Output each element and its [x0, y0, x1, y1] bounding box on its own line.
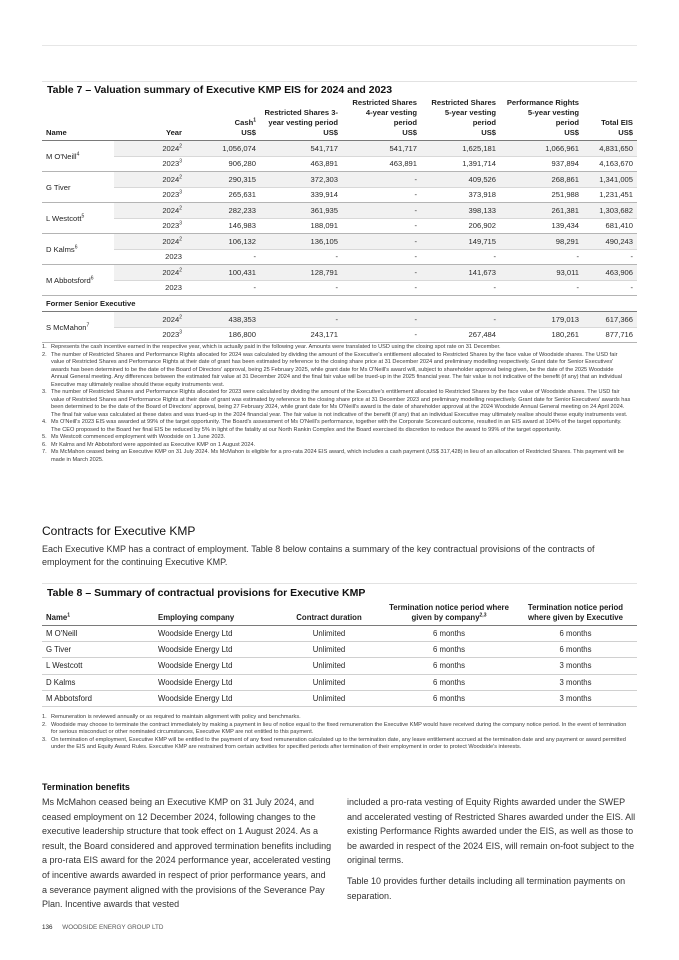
person-name	[42, 141, 114, 172]
value-cell: 141,673	[421, 265, 500, 281]
footnote-text: Woodside may choose to terminate the contract immediately by making a payment in lieu of notice equal to the fixed remuneration the Executive KMP would have received during the company notice period. In the event of termination for serious misconduct or other nominated circumstances, Executive KMP are not entitled to this payment.	[51, 721, 627, 735]
value-cell: 186,800	[186, 327, 260, 343]
footnote-number: 3.	[42, 389, 47, 395]
table-row	[42, 234, 637, 250]
table-row	[42, 218, 637, 234]
year-cell	[114, 265, 186, 281]
value-cell: -	[260, 249, 342, 265]
table7-column-header	[583, 98, 637, 141]
year-cell	[114, 172, 186, 188]
table8-top-rule	[42, 583, 637, 584]
value-cell: -	[186, 249, 260, 265]
year-cell	[114, 312, 186, 328]
value-cell: 490,243	[583, 234, 637, 250]
footnote	[42, 442, 632, 450]
table-row	[42, 156, 637, 172]
table7	[42, 98, 637, 343]
page-footer	[42, 924, 163, 931]
header-label: Performance Rights 5-year vesting period	[506, 98, 579, 127]
value-cell: 98,291	[500, 234, 583, 250]
name-text: D Kalms	[46, 244, 75, 254]
header-unit: US$	[481, 128, 496, 137]
year-text: 2023	[162, 190, 180, 200]
superscript: 6	[90, 274, 94, 281]
table-row	[42, 642, 637, 658]
footnote-number: 1.	[42, 714, 47, 720]
table7-column-header	[342, 98, 421, 141]
table8-footnotes	[42, 714, 632, 752]
value-cell: 1,341,005	[583, 172, 637, 188]
table7-column-header	[260, 98, 342, 141]
termination-paragraph: included a pro-rata vesting of Equity Rights awarded under the SWEP and accelerated vesting of Restricted Shares awarded under the EIS. All existing Performance Rights awarded under the EIS, as well as those to be awarded in respect of the 2024 EIS, will remain on-foot subject to the original terms.	[347, 797, 636, 866]
value-cell: -	[342, 280, 421, 296]
table-row	[42, 658, 637, 674]
value-cell: 290,315	[186, 172, 260, 188]
table8-cell: 3 months	[514, 690, 637, 706]
superscript: 4	[76, 150, 80, 157]
table8-column-header	[384, 603, 514, 626]
top-divider	[42, 45, 637, 46]
termination-column-left	[42, 795, 332, 912]
header-label: Contract duration	[296, 613, 362, 622]
value-cell: -	[342, 327, 421, 343]
footnote-text: Ms Westcott commenced employment with Woodside on 1 June 2023.	[51, 434, 226, 440]
table7-column-header	[500, 98, 583, 141]
name-text: L Westcott	[46, 213, 82, 223]
footnote	[42, 714, 632, 722]
table8-cell: 6 months	[384, 674, 514, 690]
section-intro: Each Executive KMP has a contract of employment. Table 8 below contains a summary of the key contractual provisions of the contracts of employment for the continuing Executive KMP.	[42, 544, 595, 567]
header-label: Restricted Shares 4-year vesting period	[352, 98, 417, 127]
table8-cell: Woodside Energy Ltd	[154, 690, 274, 706]
year-cell	[114, 187, 186, 203]
footnote-number: 1.	[42, 344, 47, 350]
table8-column-header	[274, 603, 384, 626]
year-text: 2024	[162, 267, 180, 277]
superscript: 2	[179, 236, 182, 243]
value-cell: -	[583, 249, 637, 265]
year-cell	[114, 234, 186, 250]
superscript: 2	[179, 174, 182, 181]
value-cell: -	[342, 234, 421, 250]
header-label: Termination notice period where given by Executive	[527, 603, 624, 622]
name-text: G Tiver	[46, 182, 71, 192]
header-unit: US$	[402, 128, 417, 137]
table8	[42, 603, 637, 707]
value-cell: 681,410	[583, 218, 637, 234]
table-row	[42, 674, 637, 690]
value-cell: 180,261	[500, 327, 583, 343]
table7-header-row	[42, 98, 637, 141]
table-row	[42, 327, 637, 343]
year-text: 2024	[162, 174, 180, 184]
superscript: 2	[179, 143, 182, 150]
value-cell: 128,791	[260, 265, 342, 281]
year-text: 2023	[165, 283, 182, 293]
person-name	[42, 172, 114, 203]
table-row	[42, 690, 637, 706]
section-row	[42, 296, 637, 312]
footnote-number: 7.	[42, 449, 47, 455]
year-text: 2023	[165, 252, 182, 262]
value-cell: 265,631	[186, 187, 260, 203]
superscript: 1	[67, 612, 71, 619]
value-cell: -	[342, 203, 421, 219]
value-cell: 251,988	[500, 187, 583, 203]
value-cell: 1,303,682	[583, 203, 637, 219]
superscript: 3	[179, 158, 182, 165]
superscript: 2,3	[479, 612, 487, 619]
header-unit: US$	[241, 128, 256, 137]
table8-cell: 6 months	[384, 658, 514, 674]
table7-column-header	[421, 98, 500, 141]
table8-header-row	[42, 603, 637, 626]
table8-cell: M Abbotsford	[42, 690, 154, 706]
table-row	[42, 249, 637, 265]
table8-cell: Unlimited	[274, 642, 384, 658]
year-cell	[114, 156, 186, 172]
value-cell: -	[186, 280, 260, 296]
value-cell: 372,303	[260, 172, 342, 188]
person-name	[42, 203, 114, 234]
value-cell: -	[342, 249, 421, 265]
value-cell: 463,906	[583, 265, 637, 281]
table7-column-header	[114, 98, 186, 141]
value-cell: -	[342, 312, 421, 328]
termination-paragraph: Ms McMahon ceased being an Executive KMP on 31 July 2024, and ceased employment on 12 December 2024, following changes to the executive leadership structure that took effect on 1 August 2024. As a result, the Board considered and approved termination benefits including a pro-rata EIS award for the 2024 performance year, accelerated vesting of incentive awards awarded in respect of prior performance years, and a severance payment aligned with the provisions of the Severance Pay Plan. Incentive awards that vested	[42, 797, 332, 910]
year-cell	[114, 249, 186, 265]
value-cell: 361,935	[260, 203, 342, 219]
table8-column-header	[154, 603, 274, 626]
termination-paragraph: Table 10 provides further details including all termination payments on separation.	[347, 875, 626, 901]
value-cell: -	[342, 265, 421, 281]
table8-cell: 6 months	[514, 626, 637, 642]
table8-cell: M O'Neill	[42, 626, 154, 642]
year-text: 2024	[162, 236, 180, 246]
value-cell: 179,013	[500, 312, 583, 328]
table8-cell: L Westcott	[42, 658, 154, 674]
value-cell: 617,366	[583, 312, 637, 328]
value-cell: 206,902	[421, 218, 500, 234]
table8-cell: Woodside Energy Ltd	[154, 626, 274, 642]
table-row	[42, 187, 637, 203]
section-heading: Contracts for Executive KMP	[42, 524, 196, 538]
year-cell	[114, 203, 186, 219]
value-cell: 282,233	[186, 203, 260, 219]
value-cell: -	[421, 249, 500, 265]
footnote-text: On termination of employment, Executive KMP will be entitled to the payment of any fixed remuneration calculated up to the termination date, any leave entitlement accrued at the termination date and any payment or award permitted under the EIS and Equity Award Rules. Executive KMP are restrained from certain activities for specified periods after termination of their employment in order to protect Woodside's interests.	[51, 736, 626, 750]
footer-company: WOODSIDE ENERGY GROUP LTD	[62, 924, 164, 931]
footnote	[42, 344, 632, 352]
former-senior-executive-label: Former Senior Executive	[42, 296, 637, 312]
footnote	[42, 352, 632, 390]
value-cell: 463,891	[342, 156, 421, 172]
value-cell: 106,132	[186, 234, 260, 250]
table-row	[42, 141, 637, 157]
footnote	[42, 434, 632, 442]
year-cell	[114, 218, 186, 234]
table8-cell: D Kalms	[42, 674, 154, 690]
value-cell: 541,717	[260, 141, 342, 157]
value-cell: 541,717	[342, 141, 421, 157]
table-row	[42, 265, 637, 281]
table8-body	[42, 626, 637, 707]
table8-cell: 6 months	[384, 690, 514, 706]
year-cell	[114, 280, 186, 296]
footnote-text: The number of Restricted Shares and Performance Rights allocated for 2023 were calculated by dividing the amount of the Executive's entitlement allocated to Restricted Shares by the face value of Woodside shares. The USD fair value of Restricted Shares and Performance Rights at their date of grant was estimated by reference to the closing share price at 31 December 2023 and preliminary modelling respectively. Grant date for Senior Executives' awards has been determined to be the date of the Board of Directors' approval, being 27 February 2024, while grant date for Ms O'Neill's award is the date of shareholder approval at the 2024 Woodside Annual General meeting on 24 April 2024. The final fair value was calculated at these dates and was trued-up in the 2024 financial year. The fair value is not indicative of the benefit (if any) that an individual Executive may ultimately realise should these equity instruments vest.	[51, 389, 631, 418]
superscript: 6	[74, 243, 78, 250]
table-row	[42, 626, 637, 642]
termination-column-right	[347, 795, 637, 903]
value-cell: -	[342, 218, 421, 234]
value-cell: 100,431	[186, 265, 260, 281]
value-cell: 267,484	[421, 327, 500, 343]
header-label: Restricted Shares 3-year vesting period	[264, 108, 338, 127]
value-cell: 261,381	[500, 203, 583, 219]
value-cell: 373,918	[421, 187, 500, 203]
table8-cell: Unlimited	[274, 674, 384, 690]
footnote	[42, 737, 632, 752]
value-cell: 93,011	[500, 265, 583, 281]
person-name	[42, 265, 114, 296]
header-label: Name	[46, 128, 67, 137]
footnote	[42, 419, 632, 434]
header-label: Cash	[234, 118, 254, 127]
superscript: 1	[253, 117, 256, 124]
value-cell: 438,353	[186, 312, 260, 328]
table-row	[42, 172, 637, 188]
superscript: 2	[179, 205, 182, 212]
table8-cell: Woodside Energy Ltd	[154, 658, 274, 674]
header-label: Year	[165, 128, 182, 137]
footnote-number: 2.	[42, 351, 47, 358]
value-cell: -	[583, 280, 637, 296]
value-cell: 146,983	[186, 218, 260, 234]
header-unit: US$	[618, 128, 633, 137]
table8-cell: Unlimited	[274, 690, 384, 706]
value-cell: 1,066,961	[500, 141, 583, 157]
header-unit: US$	[564, 128, 579, 137]
footnote-number: 2.	[42, 721, 47, 728]
name-text: M O'Neill	[46, 151, 77, 161]
table-row	[42, 280, 637, 296]
superscript: 3	[179, 329, 182, 336]
year-cell	[114, 141, 186, 157]
value-cell: 1,391,714	[421, 156, 500, 172]
value-cell: -	[421, 312, 500, 328]
table8-cell: G Tiver	[42, 642, 154, 658]
value-cell: -	[342, 187, 421, 203]
person-name	[42, 234, 114, 265]
footnote-text: Ms McMahon ceased being an Executive KMP on 31 July 2024. Ms McMahon is eligible for a pro-rata 2024 EIS award, which includes a cash payment (US$ 317,428) in lieu of an allocation of Restricted Shares. This payment will be made in March 2025.	[51, 449, 624, 463]
table8-cell: Unlimited	[274, 626, 384, 642]
year-text: 2024	[162, 143, 180, 153]
value-cell: 136,105	[260, 234, 342, 250]
value-cell: -	[260, 280, 342, 296]
table8-cell: 6 months	[384, 642, 514, 658]
superscript: 5	[81, 212, 85, 219]
value-cell: 409,526	[421, 172, 500, 188]
footnote	[42, 389, 632, 419]
value-cell: 1,231,451	[583, 187, 637, 203]
table8-cell: 6 months	[384, 626, 514, 642]
table7-body	[42, 141, 637, 343]
footnote	[42, 449, 632, 464]
header-label: Employing company	[158, 613, 235, 622]
header-label: Name	[46, 613, 68, 622]
value-cell: 4,831,650	[583, 141, 637, 157]
value-cell: 398,133	[421, 203, 500, 219]
value-cell: 877,716	[583, 327, 637, 343]
value-cell: 937,894	[500, 156, 583, 172]
table8-cell: Unlimited	[274, 658, 384, 674]
value-cell: -	[342, 172, 421, 188]
table-row	[42, 203, 637, 219]
table7-top-rule	[42, 81, 637, 82]
person-name	[42, 312, 114, 343]
year-text: 2024	[162, 314, 180, 324]
table7-column-header	[42, 98, 114, 141]
value-cell: 268,861	[500, 172, 583, 188]
value-cell: -	[500, 249, 583, 265]
superscript: 7	[86, 321, 90, 328]
value-cell: 463,891	[260, 156, 342, 172]
superscript: 2	[179, 314, 182, 321]
table7-column-header	[186, 98, 260, 141]
year-cell	[114, 327, 186, 343]
table8-column-header	[42, 603, 154, 626]
superscript: 3	[179, 220, 182, 227]
footnote-number: 3.	[42, 736, 47, 743]
value-cell: 149,715	[421, 234, 500, 250]
table7-footnotes	[42, 344, 632, 464]
value-cell: 1,056,074	[186, 141, 260, 157]
termination-heading: Termination benefits	[42, 782, 130, 792]
table8-cell: 3 months	[514, 658, 637, 674]
footnote-text: The number of Restricted Shares and Performance Rights allocated for 2024 was calculated by dividing the amount of the Executive's entitlement allocated to Restricted Shares by the face value of Woodside shares. The USD fair value of Restricted Shares and Performance Rights at their date of grant has been estimated by reference to the closing share price at 31 December 2024 and preliminary modelling respectively. Grant date for Senior Executives' awards has been determined to be the date of the Board of Directors' approval, being 25 February 2025, while grant date for Ms O'Neill's award will, subject to shareholder approval being given, be the date of the 2025 Woodside Annual General meeting. Any differences between the estimated fair value at 31 December 2024 and the final fair value will be trued-up in the 2025 financial year. The fair value is not indicative of the benefit (if any) that an individual Executive may ultimately realise should these equity instruments vest.	[51, 351, 623, 388]
table8-cell: 3 months	[514, 674, 637, 690]
table8-title: Table 8 – Summary of contractual provisions for Executive KMP	[47, 587, 366, 599]
table7-title: Table 7 – Valuation summary of Executive KMP EIS for 2024 and 2023	[47, 84, 393, 96]
value-cell: -	[421, 280, 500, 296]
value-cell: 1,625,181	[421, 141, 500, 157]
value-cell: -	[260, 312, 342, 328]
value-cell: 139,434	[500, 218, 583, 234]
footnote	[42, 722, 632, 737]
footnote-text: Represents the cash incentive earned in the respective year, which is actually paid in the following year. Amounts were translated to USD using the closing spot rate on 31 December.	[51, 344, 501, 350]
table8-column-header	[514, 603, 637, 626]
table8-cell: Woodside Energy Ltd	[154, 674, 274, 690]
year-text: 2024	[162, 205, 180, 215]
name-text: M Abbotsford	[46, 275, 91, 285]
footnote-number: 6.	[42, 441, 47, 448]
value-cell: 188,091	[260, 218, 342, 234]
table8-cell: Woodside Energy Ltd	[154, 642, 274, 658]
year-text: 2023	[162, 159, 180, 169]
footnote-number: 5.	[42, 434, 47, 440]
value-cell: 906,280	[186, 156, 260, 172]
footnote-number: 4.	[42, 419, 47, 425]
header-label: Restricted Shares 5-year vesting period	[431, 98, 496, 127]
year-text: 2023	[162, 330, 180, 340]
footnote-text: Ms O'Neill's 2023 EIS was awarded at 99% of the target opportunity. The Board's assessment of Ms O'Neill's performance, together with the Corporate Scorecard outcome, resulted in an EIS award at 104% of the target opportunity. The CEO proposed to the Board her final EIS be reduced by 5% in light of the fatality at our North Rankin Complex and the Board exercised its discretion to reduce the award to 99% of the target opportunity.	[51, 419, 622, 433]
page-number: 136	[42, 924, 53, 931]
value-cell: 243,171	[260, 327, 342, 343]
footnote-text: Remuneration is reviewed annually or as required to maintain alignment with policy and benchmarks.	[51, 714, 301, 720]
header-label: Termination notice period where given by company	[389, 603, 509, 622]
superscript: 3	[179, 189, 182, 196]
superscript: 2	[179, 267, 182, 274]
value-cell: 339,914	[260, 187, 342, 203]
value-cell: -	[500, 280, 583, 296]
value-cell: 4,163,670	[583, 156, 637, 172]
name-text: S McMahon	[46, 322, 87, 332]
year-text: 2023	[162, 221, 180, 231]
table-row	[42, 312, 637, 328]
footnote-text: Mr Kalms and Mr Abbotsford were appointed as Executive KMP on 1 August 2024.	[51, 441, 256, 448]
table8-cell: 6 months	[514, 642, 637, 658]
header-unit: US$	[323, 128, 338, 137]
header-label: Total EIS	[601, 118, 633, 127]
